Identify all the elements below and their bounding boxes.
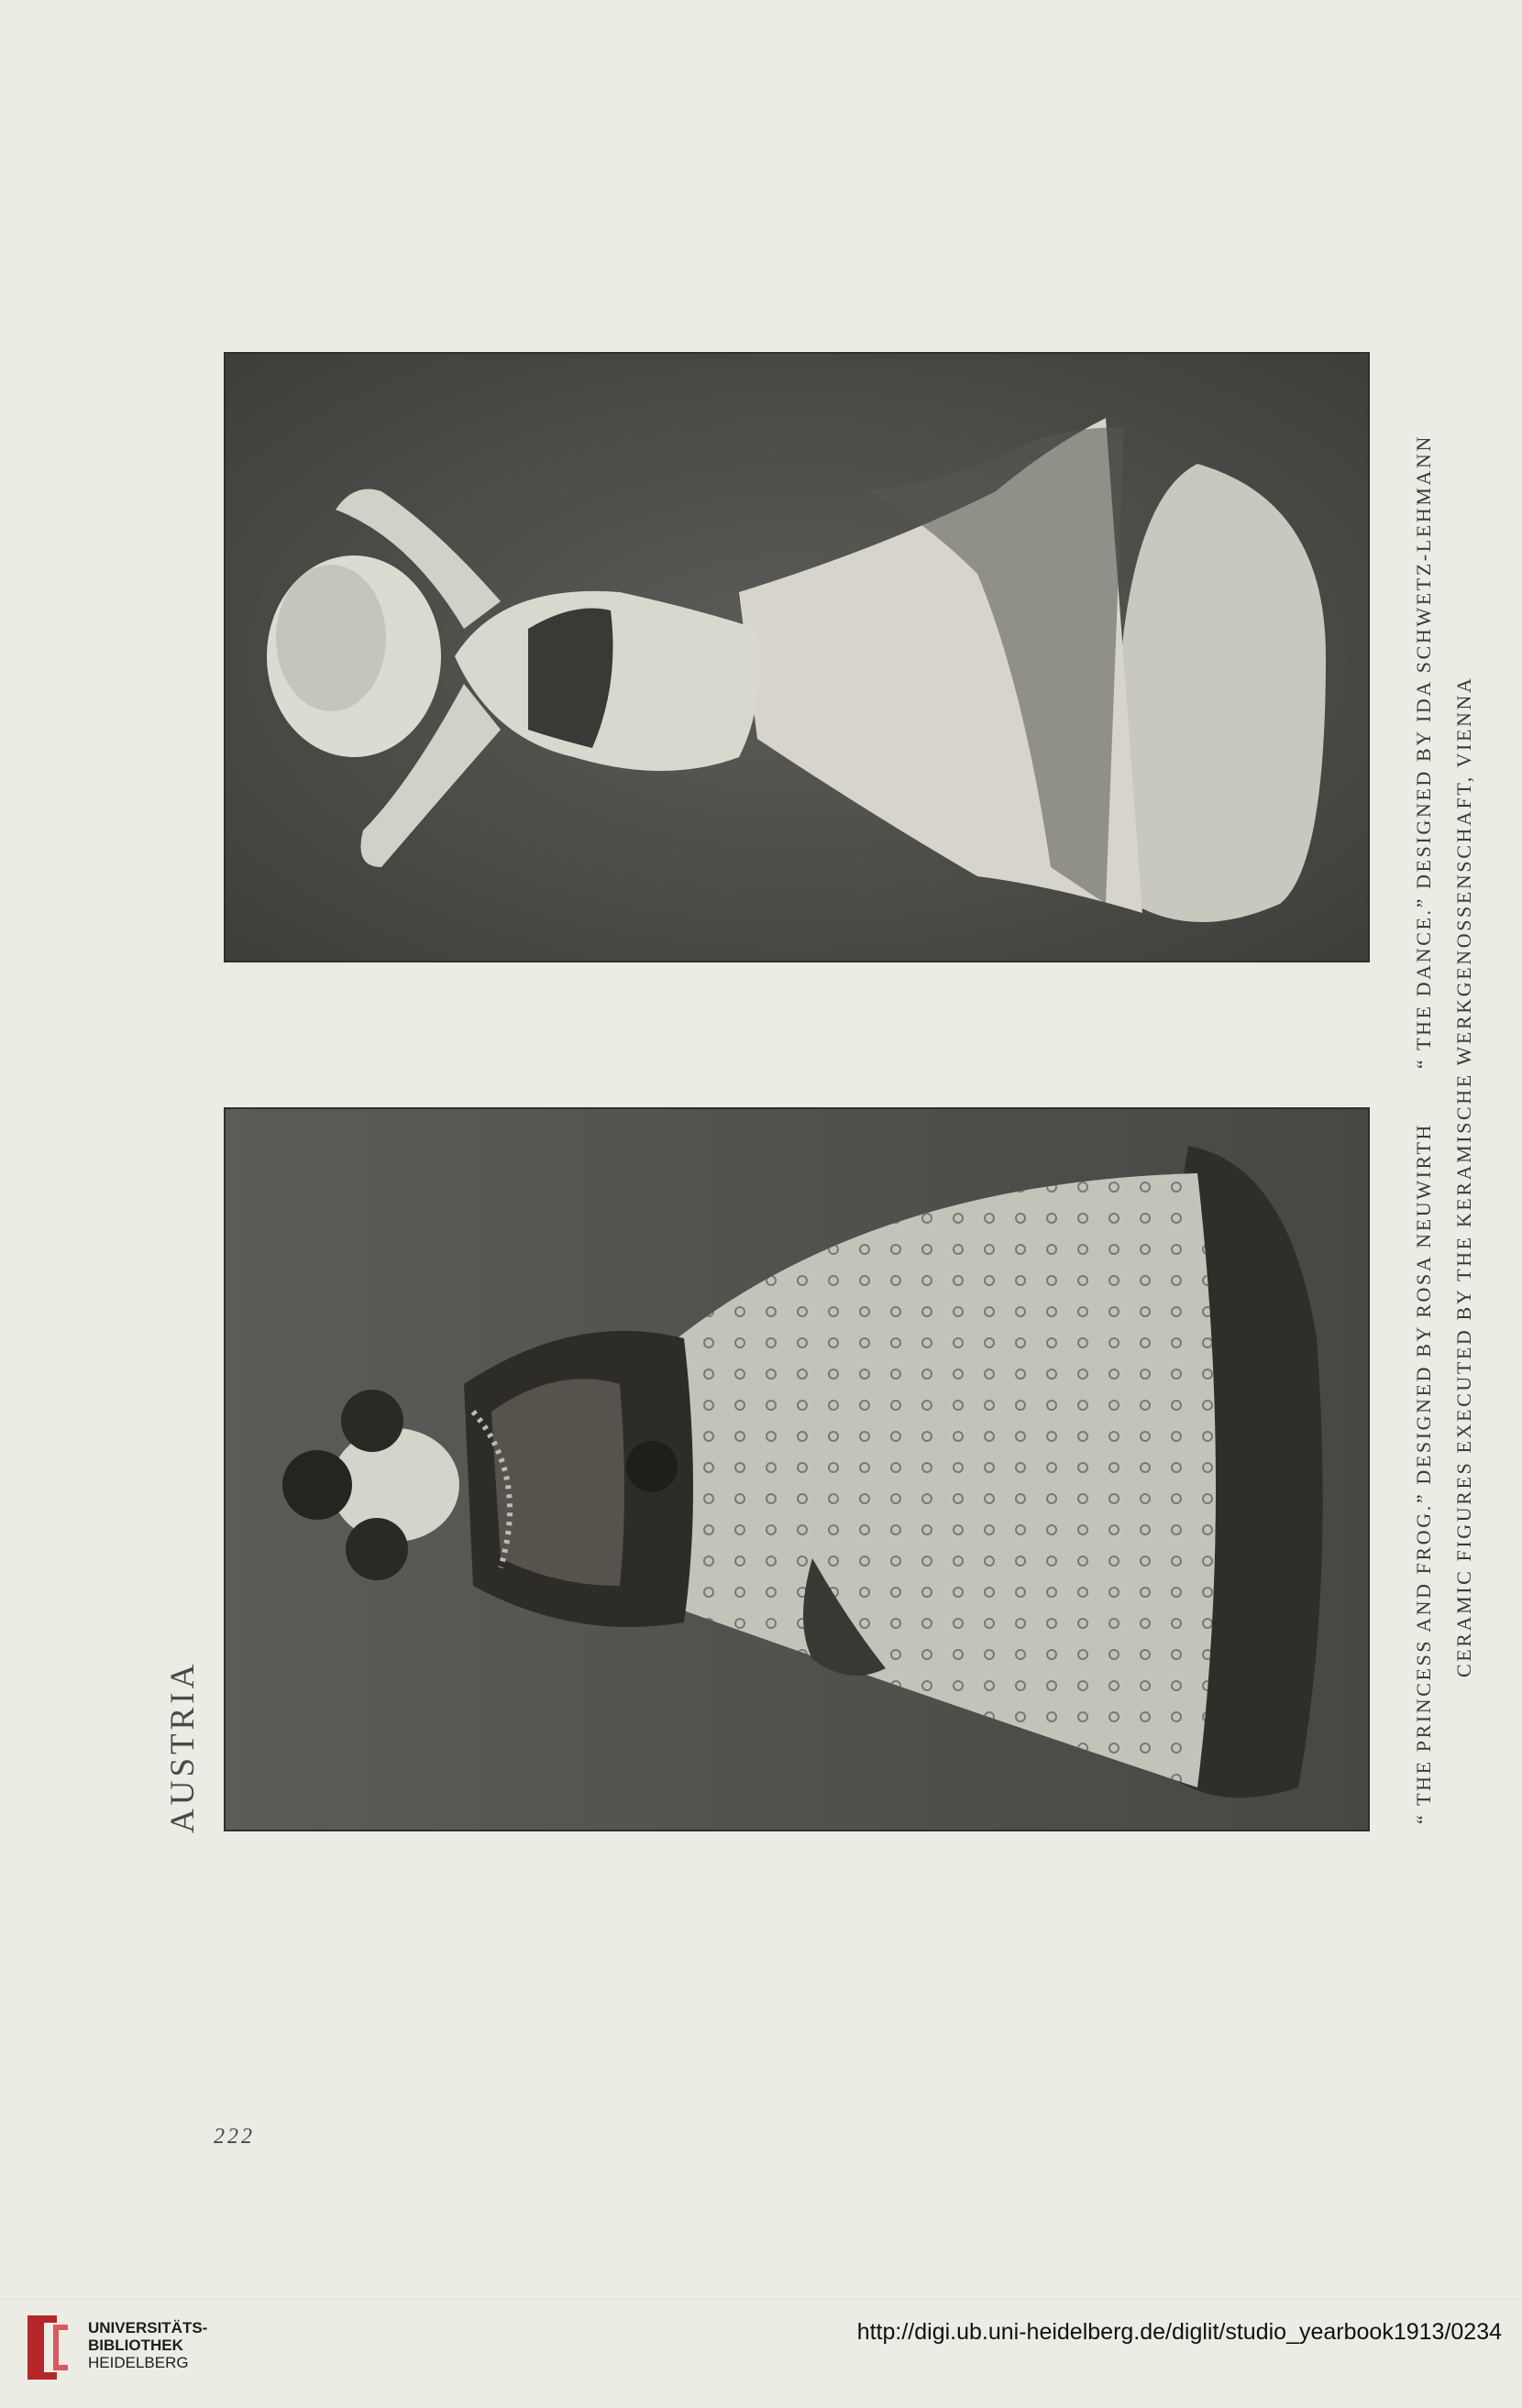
library-footer	[0, 2299, 1522, 2408]
princess-figure-illustration	[226, 1109, 1368, 1830]
library-logo-icon[interactable]	[26, 2312, 79, 2383]
page-number: 222	[214, 2125, 255, 2149]
library-name-line-3: HEIDELBERG	[88, 2354, 189, 2371]
photo-the-dance	[224, 352, 1370, 962]
dance-figure-illustration	[226, 354, 1368, 961]
library-name[interactable]	[88, 2319, 207, 2371]
caption-the-dance: “ THE DANCE.” DESIGNED BY IDA SCHWETZ-LEHMANN	[1412, 434, 1435, 1069]
source-url-link[interactable]: http://digi.ub.uni-heidelberg.de/diglit/studio_yearbook1913/0234	[856, 2319, 1502, 2345]
library-name-line-2: BIBLIOTHEK	[88, 2337, 183, 2354]
caption-ceramic-figures: CERAMIC FIGURES EXECUTED BY THE KERAMISCHE WERKGENOSSENSCHAFT, VIENNA	[1452, 676, 1475, 1677]
caption-princess-and-frog: “ THE PRINCESS AND FROG.” DESIGNED BY ROSA NEUWIRTH	[1412, 1122, 1435, 1824]
running-head: AUSTRIA	[164, 1660, 202, 1833]
library-name-line-1: UNIVERSITÄTS-	[88, 2319, 208, 2337]
photo-princess-and-frog	[224, 1107, 1370, 1831]
